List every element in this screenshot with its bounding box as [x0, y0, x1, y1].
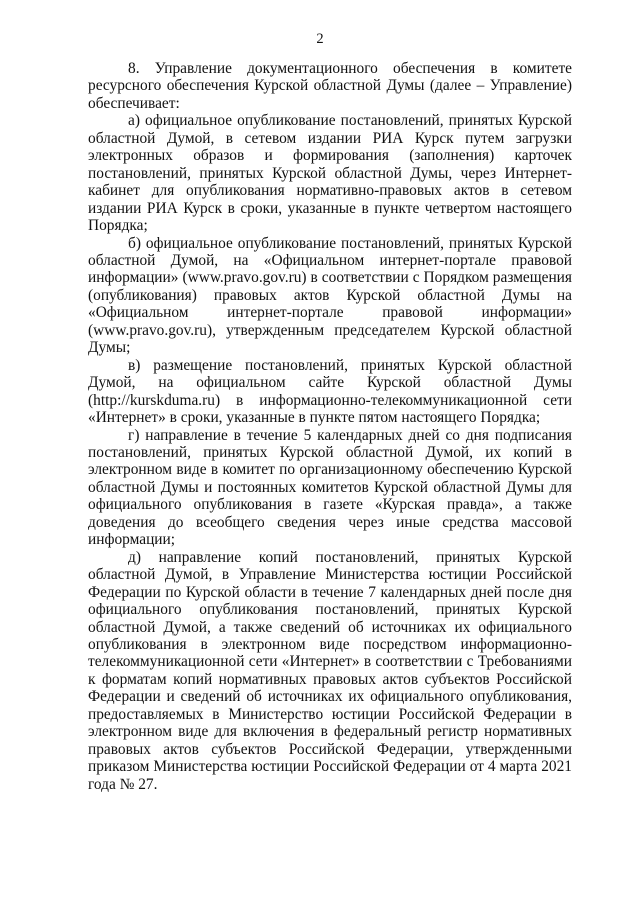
paragraph-subitem-d: д) направление копий постановлений, принятых Курской областной Думой, в Управление Министерства юстиции Российской Федерации по Курской области в течение 7 календарных дней после дня официального опубликования постановлений, принятых Курской областной Думой, а также сведений об источниках их официального опубликования в электронном виде посредством информационно-телекоммуникационной сети «Интернет» в соответствии с Требованиями к форматам копий нормативных правовых актов субъектов Российской Федерации и сведений об источниках их официального опубликования, предоставляемых в Министерство юстиции Российской Федерации в электронном виде для включения в федеральный регистр нормативных правовых актов субъектов Российской Федерации, утвержденными приказом Министерства юстиции Российской Федерации от 4 марта 2021 года № 27. — [88, 548, 572, 793]
paragraph-subitem-v: в) размещение постановлений, принятых Курской областной Думой, на официальном сайте Курской областной Думы (http://kurskduma.ru) в информационно-телекоммуникационной сети «Интернет» в сроки, указанные в пункте пятом настоящего Порядка; — [88, 356, 572, 427]
paragraph-item-8: 8. Управление документационного обеспечения в комитете ресурсного обеспечения Курской областной Думы (далее – Управление) обеспечивает: — [88, 60, 572, 112]
document-body — [88, 60, 572, 793]
page-number: 2 — [316, 31, 324, 47]
paragraph-subitem-g: г) направление в течение 5 календарных дней со дня подписания постановлений, принятых Курской областной Думой, их копий в электронном виде в комитет по организационному обеспечению Курской областной Думы и постоянных комитетов Курской областной Думы для официального опубликования в газете «Курская правда», а также доведения до всеобщего сведения через иные средства массовой информации; — [88, 426, 572, 549]
paragraph-subitem-b: б) официальное опубликование постановлений, принятых Курской областной Думой, на «Официальном интернет-портале правовой информации» (www.pravo.gov.ru) в соответствии с Порядком размещения (опубликования) правовых актов Курской областной Думы на «Официальном интернет-портале правовой информации» (www.pravo.gov.ru), утвержденным председателем Курской областной Думы; — [88, 234, 572, 357]
paragraph-subitem-a: а) официальное опубликование постановлений, принятых Курской областной Думой, в сетевом издании РИА Курск путем загрузки электронных образов и формирования (заполнения) карточек постановлений, принятых Курской областной Думы, через Интернет-кабинет для опубликования нормативно-правовых актов в сетевом издании РИА Курск в сроки, указанные в пункте четвертом настоящего Порядка; — [88, 112, 572, 235]
